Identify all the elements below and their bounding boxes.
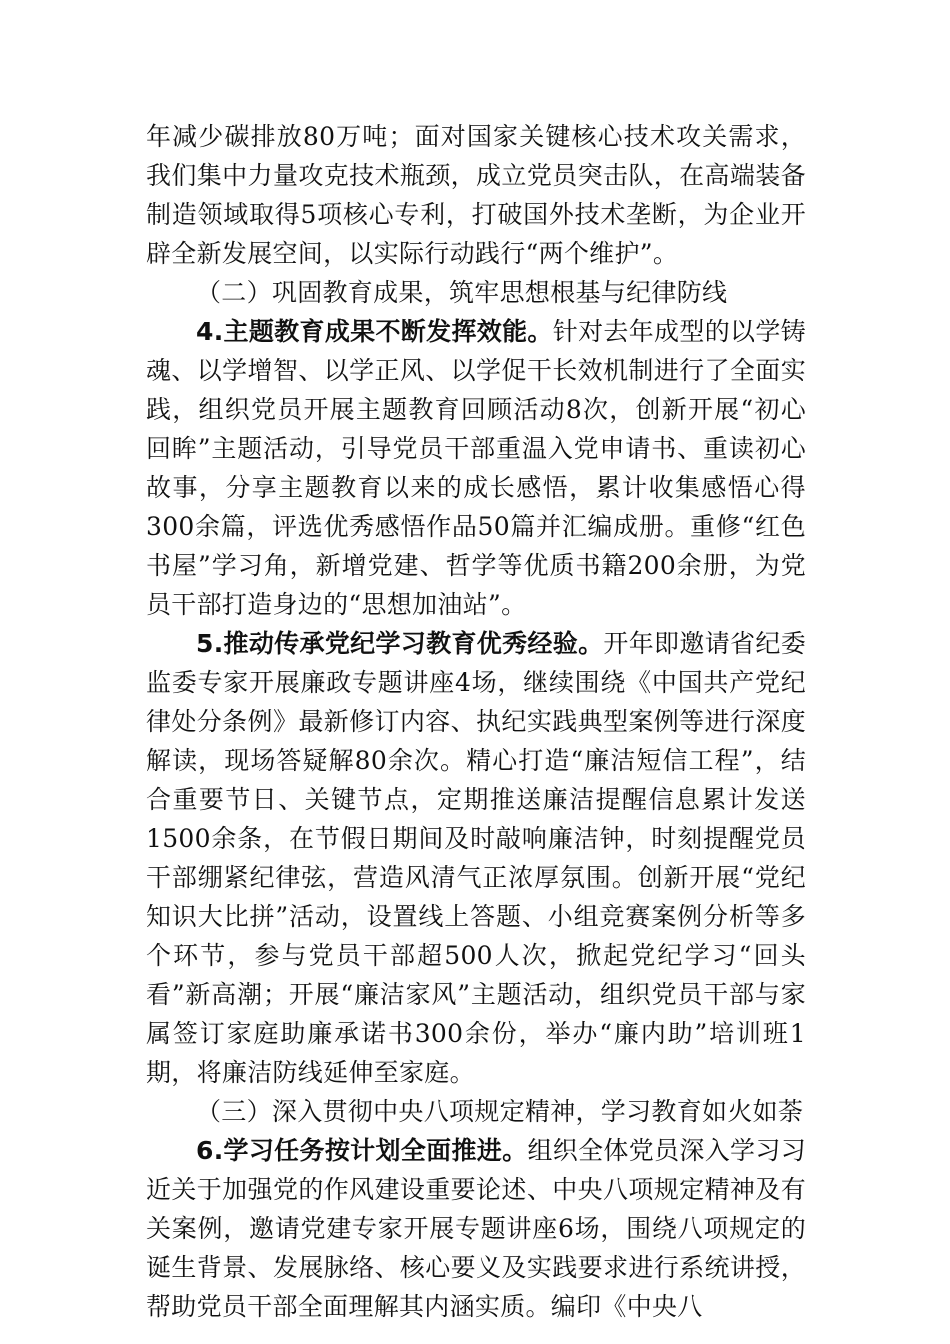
section-heading-3: [146, 1092, 806, 1131]
paragraph-text: 开年即邀请省纪委监委专家开展廉政专题讲座4场，继续围绕《中国共产党纪律处分条例》最新修订内容、执纪实践典型案例等进行深度解读，现场答疑解80余次。精心打造“廉洁短信工程”，结合重要节日、关键节点，定期推送廉洁提醒信息累计发送1500余条，在节假日期间及时敲响廉洁钟，时刻提醒党员干部绷紧纪律弦，营造风清气正浓厚氛围。创新开展“党纪知识大比拼”活动，设置线上答题、小组竞赛案例分析等多个环节，参与党员干部超500人次，掀起党纪学习“回头看”新高潮；开展“廉洁家风”主题活动，组织党员干部与家属签订家庭助廉承诺书300余份，举办“廉内助”培训班1期，将廉洁防线延伸至家庭。: [146, 629, 806, 1087]
paragraph-text: 组织全体党员深入学习习近关于加强党的作风建设重要论述、中央八项规定精神及有关案例，邀请党建专家开展专题讲座6场，围绕八项规定的诞生背景、发展脉络、核心要义及实践要求进行系统讲授，帮助党员干部全面理解其内涵实质。编印《中央八: [146, 1136, 806, 1321]
section-heading-2: [146, 273, 806, 312]
paragraph-text: 针对去年成型的以学铸魂、以学增智、以学正风、以学促干长效机制进行了全面实践，组织党员开展主题教育回顾活动8次，创新开展“初心回眸”主题活动，引导党员干部重温入党申请书、重读初心故事，分享主题教育以来的成长感悟，累计收集感悟心得300余篇，评选优秀感悟作品50篇并汇编成册。重修“红色书屋”学习角，新增党建、哲学等优质书籍200余册，为党员干部打造身边的“思想加油站”。: [146, 317, 806, 619]
paragraph-item-6: [146, 1131, 806, 1326]
document-body: [146, 117, 806, 1326]
paragraph-continued: [146, 117, 806, 273]
paragraph-text: 年减少碳排放80万吨；面对国家关键核心技术攻关需求，我们集中力量攻克技术瓶颈，成立党员突击队，在高端装备制造领域取得5项核心专利，打破国外技术垄断，为企业开辟全新发展空间，以实际行动践行“两个维护”。: [146, 122, 806, 268]
section-heading-text: （二）巩固教育成果，筑牢思想根基与纪律防线: [196, 278, 728, 307]
paragraph-lead: 4.主题教育成果不断发挥效能。: [196, 317, 553, 346]
paragraph-item-4: [146, 312, 806, 624]
paragraph-lead: 6.学习任务按计划全面推进。: [196, 1136, 528, 1165]
paragraph-lead: 5.推动传承党纪学习教育优秀经验。: [196, 629, 604, 658]
paragraph-item-5: [146, 624, 806, 1092]
section-heading-text: （三）深入贯彻中央八项规定精神，学习教育如火如荼: [196, 1097, 804, 1126]
